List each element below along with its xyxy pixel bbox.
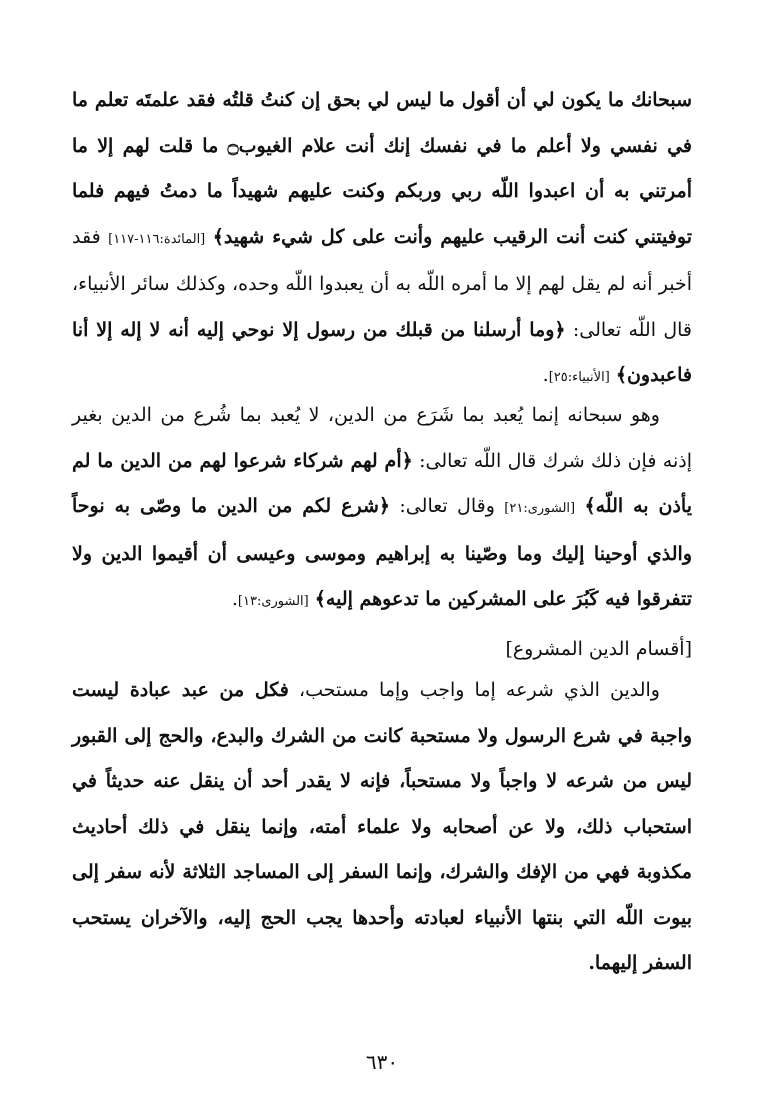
citation-maidah: [المائدة:١١٦-١١٧] — [108, 231, 206, 247]
paragraph-3-body: فكل من عبد عبادة ليست واجبة في شرع الرسول ولا مستحبة كانت من الشرك والبدع، والحج إلى القبور ليس من شرعه لا واجباً ولا مستحباً، فإنه لا يقدر أحد أن ينقل عنه حديثاً في استحباب ذلك، ولا عن أصحابه ولا علماء أمته، وإنما ينقل في ذلك أحاديث مكذوبة فهي من الإفك والشرك، وإنما السفر إلى المساجد الثلاثة لأنه سفر إلى بيوت اللّه التي بنتها الأنبياء لعبادته وأحدها يجب الحج إليه، والآخران يستحب السفر إليهما. — [72, 679, 692, 974]
paragraph-2-end: . — [231, 588, 238, 610]
quran-quote-shura-13: ﴿شرع لكم من الدين ما وصّى به نوحاً والذي أوحينا إليك وما وصّينا به إبراهيم وموسى وعيسى أن أقيموا الدين ولا تتفرقوا فيه كَبُرَ على المشركين ما تدعوهم إليه﴾ — [72, 495, 692, 610]
citation-anbiya: [الأنبياء:٢٥] — [548, 370, 610, 385]
paragraph-1-end: . — [542, 364, 549, 386]
paragraph-2 — [72, 393, 692, 625]
paragraph-3-intro: والدين الذي شرعه إما واجب وإما مستحب، — [288, 679, 660, 701]
paragraph-3 — [72, 668, 692, 987]
paragraph-1 — [72, 78, 692, 401]
quran-quote-shura-21: ﴿أم لهم شركاء شرعوا لهم من الدين ما لم يأذن به اللّه﴾ — [72, 449, 693, 517]
quran-quote-maidah: سبحانك ما يكون لي أن أقول ما ليس لي بحق إن كنتُ قلتُه فقد علمتَه تعلم ما في نفسي ولا أعلم ما في نفسك إنك أنت علام الغيوب۝ ما قلت لهم إلا ما أمرتني به أن اعبدوا اللّه ربي وربكم وكنت عليهم شهيداً ما دمتُ فيهم فلما توفيتني كنت أنت الرقيب عليهم وأنت على كل شيء شهيد﴾ — [72, 89, 692, 248]
paragraph-2-connector: وقال تعالى: — [390, 495, 505, 517]
paragraph-2-intro: وهو سبحانه إنما يُعبد بما شَرَع من الدين، لا يُعبد بما شُرع من الدين بغير إذنه فإن ذلك شرك قال اللّه تعالى: — [72, 404, 692, 472]
quran-quote-anbiya: ﴿وما أرسلنا من قبلك من رسول إلا نوحي إليه أنه لا إله إلا أنا فاعبدون﴾ — [72, 318, 692, 386]
section-heading: [أقسام الدين المشروع] — [505, 638, 692, 660]
citation-shura-13: [الشورى:١٣] — [237, 594, 309, 609]
citation-shura-21: [الشورى:٢١] — [504, 501, 576, 516]
paragraph-1-commentary: فقد أخبر أنه لم يقل لهم إلا ما أمره اللّه به أن يعبدوا اللّه وحده، وكذلك سائر الأنبياء، قال اللّه تعالى: — [72, 225, 693, 341]
page-number: ٦٣٠ — [365, 1050, 399, 1074]
